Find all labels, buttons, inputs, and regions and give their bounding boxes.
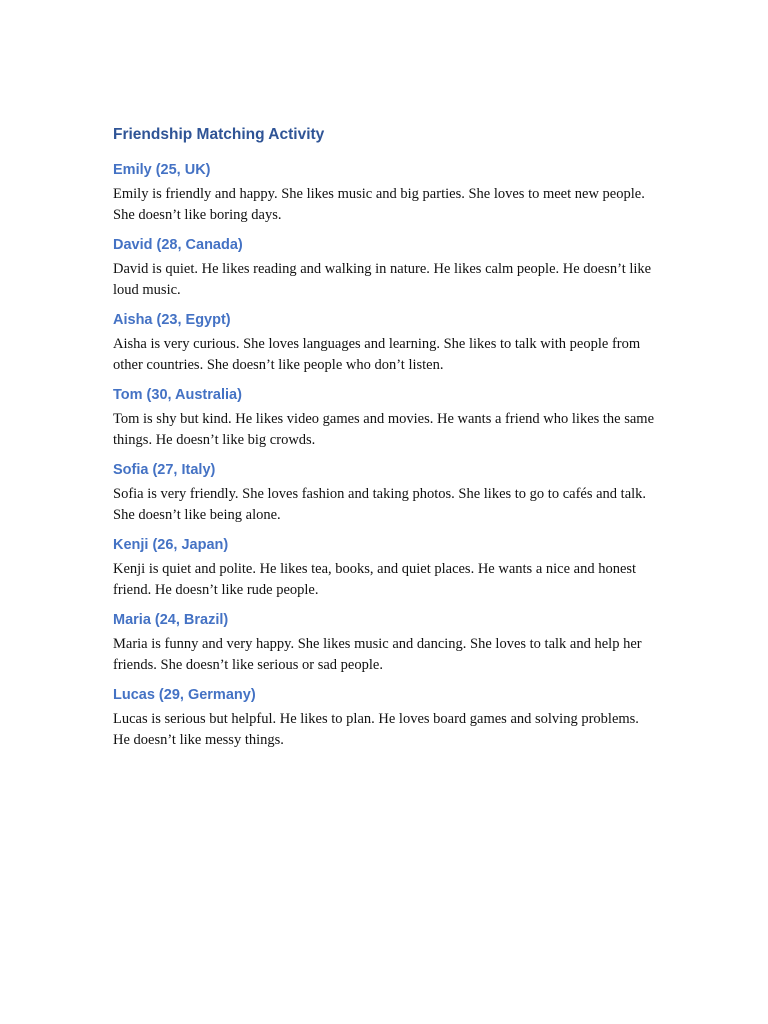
person-description: Emily is friendly and happy. She likes music and big parties. She loves to meet new people. She doesn’t like boring days. <box>113 186 645 223</box>
person-description: Sofia is very friendly. She loves fashion and taking photos. She likes to go to cafés and talk. She doesn’t like being alone. <box>113 486 647 523</box>
person-heading: Emily (25, UK) <box>113 162 211 178</box>
person-heading: Aisha (23, Egypt) <box>113 312 231 328</box>
person-heading: Lucas (29, Germany) <box>113 687 256 703</box>
person-entry-david <box>113 236 658 301</box>
person-heading: Maria (24, Brazil) <box>113 612 229 628</box>
person-entry-maria <box>113 611 658 676</box>
person-entry-kenji <box>113 536 658 601</box>
person-heading: David (28, Canada) <box>113 237 243 253</box>
person-description: David is quiet. He likes reading and walking in nature. He likes calm people. He doesn’t like loud music. <box>113 261 652 298</box>
person-description: Kenji is quiet and polite. He likes tea, books, and quiet places. He wants a nice and honest friend. He doesn’t like rude people. <box>113 561 637 598</box>
person-heading: Tom (30, Australia) <box>113 387 242 403</box>
document-title: Friendship Matching Activity <box>113 126 325 143</box>
person-description: Tom is shy but kind. He likes video games and movies. He wants a friend who likes the same things. He doesn’t like big crowds. <box>113 411 655 448</box>
person-description: Aisha is very curious. She loves languages and learning. She likes to talk with people from other countries. She doesn’t like people who don’t listen. <box>113 336 641 373</box>
person-entry-emily <box>113 161 658 226</box>
document-page <box>113 125 658 761</box>
person-description: Maria is funny and very happy. She likes music and dancing. She loves to talk and help her friends. She doesn’t like serious or sad people. <box>113 636 642 673</box>
person-entry-aisha <box>113 311 658 376</box>
person-entry-lucas <box>113 686 658 751</box>
person-entry-tom <box>113 386 658 451</box>
person-heading: Sofia (27, Italy) <box>113 462 216 478</box>
person-heading: Kenji (26, Japan) <box>113 537 229 553</box>
person-description: Lucas is serious but helpful. He likes to plan. He loves board games and solving problems. He doesn’t like messy things. <box>113 711 639 748</box>
person-entry-sofia <box>113 461 658 526</box>
